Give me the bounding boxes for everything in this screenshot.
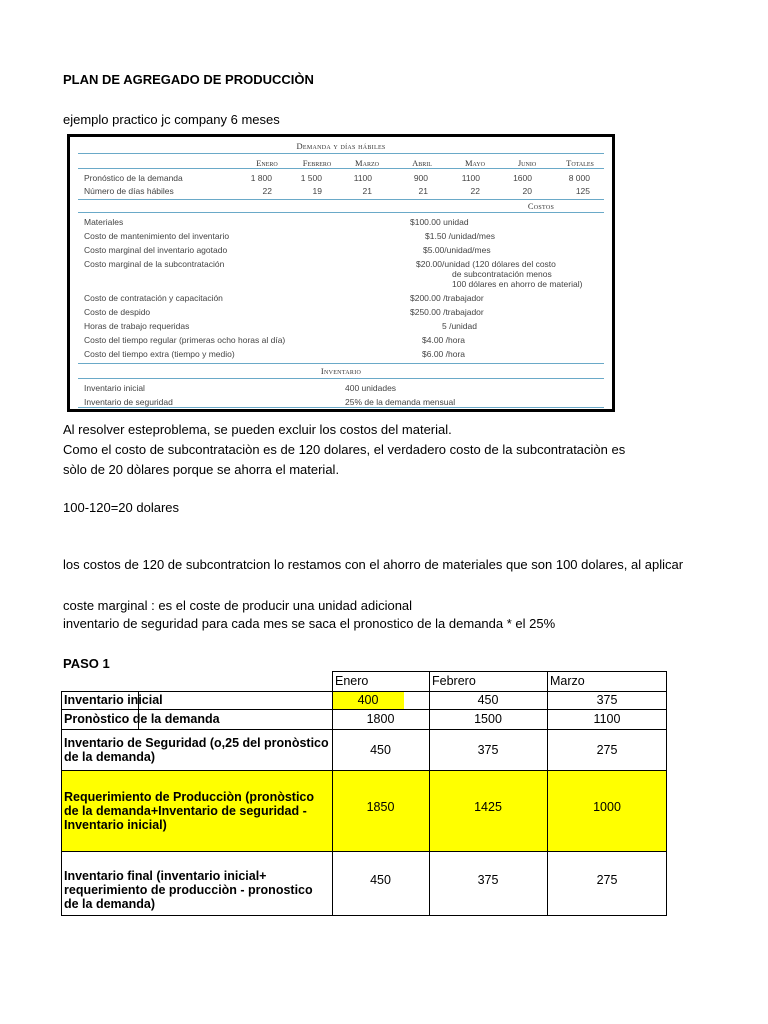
paragraph: los costos de 120 de subcontratcion lo restamos con el ahorro de materiales que son 100 dolares, al aplicar — [63, 557, 684, 572]
month-header: Enero — [256, 158, 278, 168]
cost-value: $6.00 /hora — [422, 349, 466, 359]
table-cell: 1000 — [593, 800, 621, 814]
table-cell: 1850 — [366, 800, 395, 814]
cell-value: 21 — [418, 186, 428, 196]
cost-value: $200.00 /trabajador — [410, 293, 484, 303]
cost-label: Costo del tiempo regular (primeras ocho horas al día) — [84, 335, 286, 345]
row-label: Pronóstico de la demanda — [84, 173, 183, 183]
month-header: Junio — [517, 158, 537, 168]
cell-value: 900 — [413, 173, 428, 183]
table-cell: 1800 — [366, 712, 395, 726]
cell-value: 20 — [522, 186, 532, 196]
paragraph: Como el costo de subcontrataciòn es de 120 dolares, el verdadero costo de la subcontrataciòn es — [63, 442, 626, 457]
cost-value: de subcontratación menos — [452, 269, 552, 279]
paragraph: Al resolver esteproblema, se pueden excluir los costos del material. — [63, 422, 452, 437]
table-cell: 375 — [477, 742, 499, 757]
cost-value: 5 /unidad — [442, 321, 477, 331]
table-cell: 275 — [596, 742, 618, 757]
cost-label: Horas de trabajo requeridas — [84, 321, 190, 331]
row-label: Inventario final (inventario inicial+ requerimiento de producciòn - pronostico de la demanda) — [64, 869, 313, 911]
section-demand-title: Demanda y días hábiles — [296, 141, 386, 151]
table-cell: 375 — [477, 873, 499, 887]
cell-value: 1100 — [461, 173, 480, 183]
page-title: PLAN DE AGREGADO DE PRODUCCIÒN — [63, 72, 314, 87]
table-cell: 450 — [370, 742, 391, 757]
cost-value: $1.50 /unidad/mes — [425, 231, 495, 241]
section-inventory-title: Inventario — [320, 366, 362, 376]
cell-value: 22 — [470, 186, 480, 196]
month-header: Totales — [566, 158, 594, 168]
row-label: Número de días hábiles — [84, 186, 174, 196]
column-header-febrero: Febrero — [432, 674, 476, 688]
inventory-value: 25% de la demanda mensual — [345, 397, 456, 407]
paragraph: coste marginal : es el coste de producir una unidad adicional — [63, 598, 413, 613]
cell-value: 21 — [362, 186, 372, 196]
subtitle: ejemplo practico jc company 6 meses — [63, 112, 280, 127]
column-header-marzo: Marzo — [550, 674, 585, 688]
cost-label: Costo marginal del inventario agotado — [84, 245, 228, 255]
month-header: Marzo — [355, 158, 379, 168]
cost-label: Costo de mantenimiento del inventario — [84, 231, 230, 241]
paragraph: sòlo de 20 dòlares porque se ahorra el material. — [63, 462, 340, 477]
cost-label: Materiales — [84, 217, 124, 227]
reference-data-table — [67, 134, 615, 412]
paragraph: inventario de seguridad para cada mes se saca el pronostico de la demanda * el 25% — [63, 616, 556, 631]
step-title: PASO 1 — [63, 656, 110, 671]
cell-value: 1600 — [513, 173, 532, 183]
month-header: Mayo — [464, 158, 485, 168]
cost-label: Costo de despido — [84, 307, 151, 317]
cost-label: Costo de contratación y capacitación — [84, 293, 223, 303]
cost-value: $250.00 /trabajador — [410, 307, 484, 317]
cost-label: Costo del tiempo extra (tiempo y medio) — [84, 349, 235, 359]
cost-value: $100.00 unidad — [410, 217, 469, 227]
table-cell: 1500 — [474, 712, 502, 726]
column-header-enero: Enero — [335, 674, 369, 688]
inventory-value: 400 unidades — [345, 383, 397, 393]
row-label: Inventario inicial — [64, 693, 163, 707]
cost-value: $5.00/unidad/mes — [423, 245, 491, 255]
cell-value: 8 000 — [568, 173, 590, 183]
cell-value: 125 — [575, 186, 590, 196]
cell-value: 1 800 — [250, 173, 272, 183]
cost-label: Costo marginal de la subcontratación — [84, 259, 225, 269]
month-header: Febrero — [302, 158, 332, 168]
table-cell: 450 — [370, 873, 391, 887]
row-label: Pronòstico de la demanda — [64, 712, 220, 726]
cell-value: 1100 — [353, 173, 372, 183]
paragraph: 100-120=20 dolares — [63, 500, 180, 515]
section-costs-title: Costos — [527, 201, 555, 211]
table-cell: 375 — [596, 693, 618, 707]
table-cell: 1100 — [593, 712, 621, 726]
inventory-label: Inventario de seguridad — [84, 397, 173, 407]
cost-value: $20.00/unidad (120 dólares del costo — [416, 259, 556, 269]
cost-value: $4.00 /hora — [422, 335, 466, 345]
inventory-label: Inventario inicial — [84, 383, 145, 393]
cell-value: 1 500 — [300, 173, 322, 183]
cell-value: 22 — [262, 186, 272, 196]
table-cell: 275 — [596, 873, 618, 887]
cost-value: 100 dólares en ahorro de material) — [452, 279, 583, 289]
cell-value: 19 — [312, 186, 322, 196]
step1-table — [61, 671, 667, 916]
row-label: Requerimiento de Producciòn (pronòstico de la demanda+Inventario de seguridad - Inventario inicial) — [64, 789, 315, 832]
table-cell: 400 — [357, 693, 379, 707]
table-cell: 1425 — [474, 800, 502, 814]
table-cell: 450 — [477, 693, 499, 707]
month-header: Abril — [412, 158, 432, 168]
row-label: Inventario de Seguridad (o,25 del pronòstico de la demanda) — [64, 735, 329, 764]
